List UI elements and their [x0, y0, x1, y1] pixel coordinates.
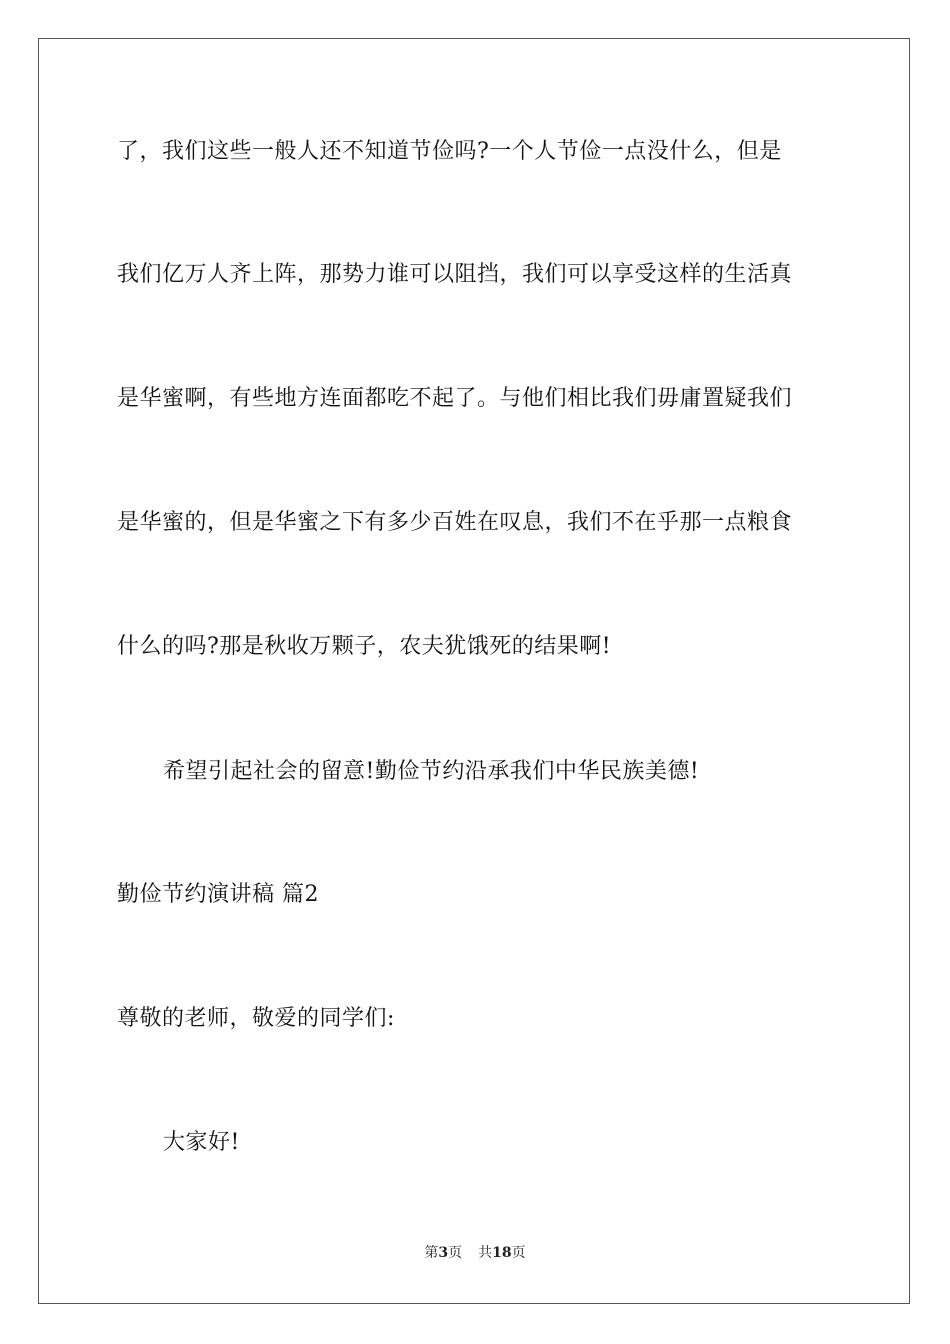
- footer-total-unit: 页: [511, 1245, 526, 1261]
- page-footer: [0, 1243, 950, 1263]
- salutation: 尊敬的老师，敬爱的同学们:: [117, 1006, 395, 1031]
- paragraph-line: 希望引起社会的留意!勤俭节约沿承我们中华民族美德!: [163, 759, 700, 784]
- footer-prefix: 第: [424, 1245, 439, 1261]
- section-heading: 勤俭节约演讲稿 篇2: [117, 882, 319, 907]
- paragraph-line: 了，我们这些一般人还不知道节俭吗?一个人节俭一点没什么，但是: [117, 139, 782, 164]
- footer-total-prefix: 共: [478, 1245, 493, 1261]
- paragraph-line: 什么的吗?那是秋收万颗子，农夫犹饿死的结果啊!: [117, 634, 612, 659]
- paragraph-line: 是华蜜啊，有些地方连面都吃不起了。与他们相比我们毋庸置疑我们: [117, 386, 793, 411]
- footer-page-unit: 页: [448, 1245, 463, 1261]
- footer-total-pages: 18: [492, 1245, 512, 1261]
- page-border: [38, 38, 910, 1304]
- greeting: 大家好!: [163, 1130, 240, 1155]
- paragraph-line: 我们亿万人齐上阵，那势力谁可以阻挡，我们可以享受这样的生活真: [117, 262, 793, 287]
- footer-page-number: 3: [438, 1245, 449, 1261]
- paragraph-line: 是华蜜的，但是华蜜之下有多少百姓在叹息，我们不在乎那一点粮食: [117, 510, 793, 535]
